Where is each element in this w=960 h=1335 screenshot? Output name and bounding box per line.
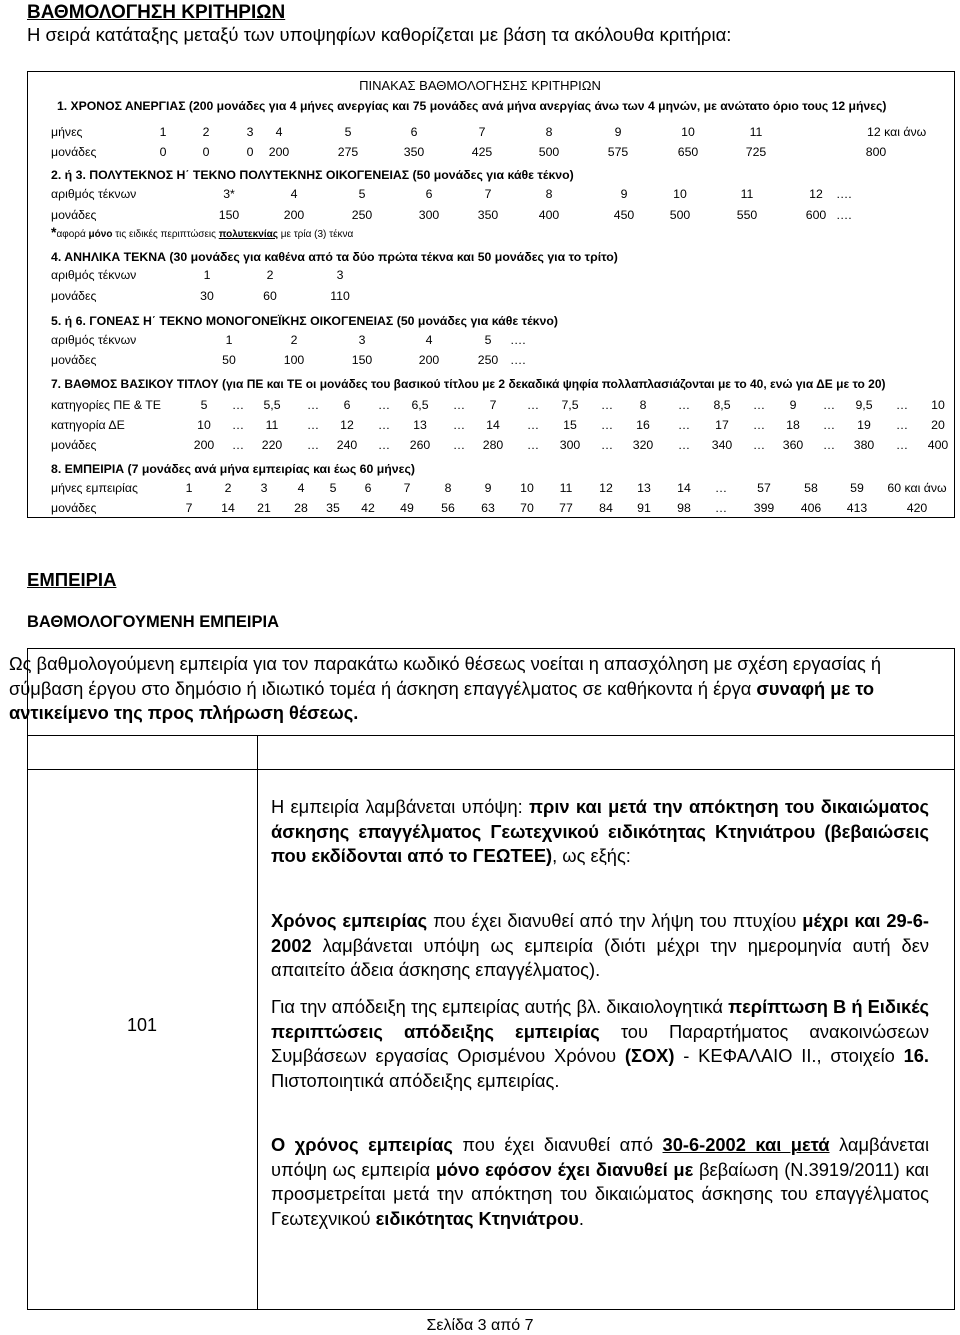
p2-emphasis: Χρόνος εμπειρίας [271,910,428,931]
s2-row2-label: μονάδες [51,208,97,222]
s5-children-5: …. [510,333,526,347]
s1-month-5: 6 [410,125,418,139]
s7-de-10: 15 [563,418,577,432]
s8-points-9: 70 [520,501,534,515]
s7-de-18: 19 [857,418,871,432]
s8-months-17: 59 [850,481,864,495]
s7-points-7: … [452,438,466,452]
s4-points-0: 30 [200,289,214,303]
p1-text-end: , ως εξής: [552,845,631,867]
s7-points-16: 360 [782,438,804,452]
s5-points-4: 250 [477,353,499,367]
s7-pe-te-13: … [677,398,691,412]
s8-months-7: 8 [444,481,452,495]
intro-text: Ως βαθμολογούμενη εμπειρία για τον παρακάτω κωδικό θέσεως νοείται η απασχόληση με σχέση εργασίας ή σύμβαση έργου στο δημόσιο ή ιδιωτικό τομέα ή άσκηση επαγγέλματος σε καθήκοντα ή έργα [9,653,882,699]
s8-months-15: 57 [757,481,771,495]
s4-title: 4. ΑΝΗΛΙΚΑ ΤΕΚΝΑ (30 μονάδες για καθένα από τα δύο πρώτα τέκνα και 50 μονάδες για το τρίτο) [51,250,618,264]
s1-month-2: 3 [246,125,254,139]
table-divider [27,735,955,736]
s7-points-0: 200 [193,438,215,452]
s2-children-0: 3* [223,187,235,201]
s2-title: 2. ή 3. ΠΟΛΥΤΕΚΝΟΣ Η΄ ΤΕΚΝΟ ΠΟΛΥΤΕΚΝΗΣ ΟΙΚΟΓΕΝΕΙΑΣ (50 μονάδες για κάθε τέκνο) [51,168,574,182]
s2-children-7: 10 [673,187,687,201]
s2-points-10: …. [836,208,852,222]
s7-points-8: 280 [482,438,504,452]
s5-children-2: 3 [358,333,366,347]
s2-points-2: 250 [351,208,373,222]
s2-points-8: 550 [736,208,758,222]
s8-points-1: 14 [221,501,235,515]
s7-points-19: … [895,438,909,452]
s7-pe-te-19: … [895,398,909,412]
s2-children-2: 5 [358,187,366,201]
s7-de-14: 17 [715,418,729,432]
p4-text: που έχει διανυθεί από [452,1134,663,1155]
s1-month-0: 1 [159,125,167,139]
s1-points-10: 725 [745,145,767,159]
s7-row3-label: μονάδες [51,438,97,452]
table-divider [27,769,955,770]
paragraph-4 [271,1133,929,1232]
s8-months-18: 60 και άνω [887,481,947,495]
s1-month-4: 5 [344,125,352,139]
s8-points-14: … [714,501,728,515]
s8-points-15: 399 [753,501,775,515]
s7-pe-te-0: 5 [200,398,208,412]
s8-points-7: 56 [441,501,455,515]
p1-text: Η εμπειρία λαμβάνεται υπόψη: [271,796,530,817]
p3-text-2: του Παραρτήματος ανακοινώσεων Συμβάσεων εργασίας Ορισμένου Χρόνου [271,1020,930,1067]
s7-pe-te-17: … [822,398,836,412]
s7-pe-te-10: 7,5 [561,398,579,412]
s7-points-1: … [231,438,245,452]
p3-emphasis: περίπτωση Β ή Ειδικές περιπτώσεις απόδειξης εμπειρίας [271,996,929,1042]
s2-points-1: 200 [283,208,305,222]
s7-title: 7. ΒΑΘΜΟΣ ΒΑΣΙΚΟΥ ΤΙΤΛΟΥ (για ΠΕ και ΤΕ οι μονάδες του βασικού τίτλου με 2 δεκαδικά ψηφία πολλαπλασιάζονται με το 40, ενώ για ΔΕ με το 20) [51,377,886,391]
s1-points-5: 350 [403,145,425,159]
p4-text-3: βεβαίωση (Ν.3919/2011) και προσμετρείται μετά την απόκτηση του δικαιώματος άσκησης του επαγγέλματος Γεωτεχνικού [271,1158,929,1230]
s5-children-1: 2 [290,333,298,347]
page-number: Σελίδα 3 από 7 [426,1317,534,1334]
s8-points-2: 21 [257,501,271,515]
s4-children-1: 2 [266,268,274,282]
s7-pe-te-2: 5,5 [263,398,281,412]
s8-months-4: 5 [329,481,337,495]
paragraph-1 [271,795,929,869]
s7-points-12: 320 [632,438,654,452]
s7-de-13: … [677,418,691,432]
s8-months-5: 6 [364,481,372,495]
s2-note-star: * [51,224,57,240]
s1-points-7: 500 [538,145,560,159]
s7-de-3: … [306,418,320,432]
s7-de-9: … [526,418,540,432]
s7-pe-te-4: 6 [343,398,351,412]
s7-pe-te-11: … [600,398,614,412]
s7-points-20: 400 [927,438,949,452]
s2-note-b: μόνο [88,229,113,240]
s5-points-1: 100 [283,353,305,367]
s8-points-0: 7 [185,501,193,515]
s1-month-6: 7 [478,125,486,139]
s2-children-5: 8 [545,187,553,201]
s7-points-17: … [822,438,836,452]
s7-de-12: 16 [636,418,650,432]
s7-points-11: … [600,438,614,452]
s2-note [51,224,353,240]
p4-emphasis: Ο χρόνος εμπειρίας [271,1134,453,1155]
s1-points-3: 200 [268,145,290,159]
s7-de-1: … [231,418,245,432]
p3-sox: (ΣΟΧ) [624,1045,675,1067]
s7-pe-te-20: 10 [931,398,945,412]
s1-points-6: 425 [471,145,493,159]
s8-months-10: 11 [559,481,573,495]
s7-pe-te-18: 9,5 [855,398,873,412]
s7-de-0: 10 [197,418,211,432]
p3-text-3: - ΚΕΦΑΛΑΙΟ ΙΙ., στοιχείο [674,1045,904,1067]
s2-children-4: 7 [484,187,492,201]
s5-title: 5. ή 6. ΓΟΝΕΑΣ Η΄ ΤΕΚΝΟ ΜΟΝΟΓΟΝΕΪΚΗΣ ΟΙΚΟΓΕΝΕΙΑΣ (50 μονάδες για κάθε τέκνο) [51,314,558,328]
s8-months-14: … [714,481,728,495]
s2-children-10: …. [836,187,852,201]
s7-de-19: … [895,418,909,432]
s8-points-13: 98 [677,501,691,515]
s8-points-12: 91 [637,501,651,515]
s7-points-3: … [306,438,320,452]
s8-months-3: 4 [297,481,305,495]
p1-emphasis: πριν και μετά την απόκτηση του δικαιώματος άσκησης επαγγέλματος Γεωτεχνικού ειδικότητας Κτηνιάτρου (βεβαιώσεις που εκδίδονται από το ΓΕΩΤΕΕ) [271,796,930,867]
s7-pe-te-6: 6,5 [411,398,429,412]
s7-points-14: 340 [711,438,733,452]
intro-emphasis: συναφή με το αντικείμενο της προς πλήρωση θέσεως. [9,677,875,723]
s7-de-15: … [752,418,766,432]
s8-points-5: 42 [361,501,375,515]
s7-points-9: … [526,438,540,452]
s1-points-2: 0 [246,145,254,159]
s8-months-11: 12 [599,481,613,495]
s7-points-6: 260 [409,438,431,452]
s7-points-4: 240 [336,438,358,452]
p4-text-2: λαμβάνεται υπόψη ως εμπειρία [271,1134,930,1180]
s4-children-0: 1 [203,268,211,282]
s7-pe-te-12: 8 [639,398,647,412]
s7-de-8: 14 [486,418,500,432]
s5-points-0: 50 [222,353,236,367]
experience-intro [9,652,944,726]
s2-points-6: 450 [613,208,635,222]
s7-points-13: … [677,438,691,452]
s2-points-3: 300 [418,208,440,222]
s2-children-6: 9 [620,187,628,201]
s5-row1-label: αριθμός τέκνων [51,333,137,347]
s8-months-6: 7 [403,481,411,495]
s1-row2-label: μονάδες [51,145,97,159]
s7-pe-te-8: 7 [489,398,497,412]
s8-row2-label: μονάδες [51,501,97,515]
s7-pe-te-7: … [452,398,466,412]
s7-de-17: … [822,418,836,432]
experience-subheading: ΒΑΘΜΟΛΟΓΟΥΜΕΝΗ ΕΜΠΕΙΡΙΑ [27,613,279,631]
s2-points-4: 350 [477,208,499,222]
s8-points-6: 49 [400,501,414,515]
s7-de-2: 11 [265,418,279,432]
s1-month-7: 8 [545,125,553,139]
s7-points-10: 300 [559,438,581,452]
s7-points-18: 380 [853,438,875,452]
s7-pe-te-15: … [752,398,766,412]
s1-title: 1. ΧΡΟΝΟΣ ΑΝΕΡΓΙΑΣ (200 μονάδες για 4 μήνες ανεργίας και 75 μονάδες ανά μήνα ανεργίας άνω των 4 μηνών, με ανώτατο όριο τους 12 μήνες) [57,99,887,113]
s2-note-d: πολυτεκνίας [218,229,278,240]
s7-pe-te-3: … [306,398,320,412]
s7-pe-te-1: … [231,398,245,412]
s8-months-13: 14 [677,481,691,495]
s7-de-6: 13 [413,418,427,432]
s2-note-e: με τρία (3) τέκνα [277,229,354,240]
page-heading: ΒΑΘΜΟΛΟΓΗΣΗ ΚΡΙΤΗΡΙΩΝ [27,2,286,23]
s7-pe-te-16: 9 [789,398,797,412]
p4-date: 30-6-2002 και μετά [662,1134,830,1155]
s8-points-11: 84 [599,501,613,515]
p3-item: 16. [903,1045,930,1067]
p2-text-end: λαμβάνεται υπόψη ως εμπειρία (διότι μέχρι την ημερομηνία αυτή δεν απαιτείτο άδεια άσκησης επαγγέλματος). [271,934,929,981]
s7-de-11: … [600,418,614,432]
s8-points-4: 35 [326,501,340,515]
s1-month-9: 10 [681,125,695,139]
criteria-table-title: ΠΙΝΑΚΑΣ ΒΑΘΜΟΛΟΓΗΣΗΣ ΚΡΙΤΗΡΙΩΝ [359,78,601,93]
p2-date: μέχρι και 29-6-2002 [271,910,929,956]
p2-text: που έχει διανυθεί από την λήψη του πτυχίου [427,910,803,931]
s8-months-1: 2 [224,481,232,495]
s5-row2-label: μονάδες [51,353,97,367]
s7-de-20: 20 [931,418,945,432]
s7-row2-label: κατηγορία ΔΕ [51,418,125,432]
s1-points-9: 650 [677,145,699,159]
s2-note-c: τις ειδικές περιπτώσεις [112,229,219,240]
s2-children-9: 12 [809,187,823,201]
s7-points-5: … [377,438,391,452]
s1-points-11: 800 [865,145,887,159]
s1-points-4: 275 [337,145,359,159]
s7-pe-te-5: … [377,398,391,412]
s8-points-18: 420 [906,501,928,515]
s5-children-3: 4 [425,333,433,347]
s8-months-0: 1 [185,481,193,495]
p4-specialty: ειδικότητας Κτηνιάτρου [375,1208,579,1230]
s7-pe-te-9: … [526,398,540,412]
table-divider [257,735,258,1310]
s2-children-8: 11 [740,187,754,201]
s4-row2-label: μονάδες [51,289,97,303]
s4-row1-label: αριθμός τέκνων [51,268,137,282]
s8-points-8: 63 [481,501,495,515]
s7-points-15: … [752,438,766,452]
s8-months-12: 13 [637,481,651,495]
s5-children-0: 1 [225,333,233,347]
s8-months-16: 58 [804,481,818,495]
s2-points-0: 150 [218,208,240,222]
s8-points-16: 406 [800,501,822,515]
s2-points-7: 500 [669,208,691,222]
page-subheading: Η σειρά κατάταξης μεταξύ των υποψηφίων καθορίζεται με βάση τα ακόλουθα κριτήρια: [27,24,732,45]
s1-points-0: 0 [159,145,167,159]
s5-points-2: 150 [351,353,373,367]
s2-children-1: 4 [290,187,298,201]
paragraph-2 [271,909,929,983]
s4-children-2: 3 [336,268,344,282]
s5-points-3: 200 [418,353,440,367]
s1-points-1: 0 [202,145,210,159]
s1-month-3: 4 [275,125,283,139]
s8-title: 8. ΕΜΠΕΙΡΙΑ (7 μονάδες ανά μήνα εμπειρίας και έως 60 μήνες) [51,462,415,476]
s8-points-10: 77 [559,501,573,515]
s1-month-11: 12 και άνω [867,125,927,139]
s8-months-2: 3 [260,481,268,495]
s1-month-8: 9 [614,125,622,139]
s8-points-3: 28 [294,501,308,515]
p3-text-end: Πιστοποιητικά απόδειξης εμπειρίας. [271,1070,560,1092]
s7-de-5: … [377,418,391,432]
s1-row1-label: μήνες [51,125,83,139]
experience-heading: ΕΜΠΕΙΡΙΑ [27,569,117,590]
s1-month-10: 11 [749,125,763,139]
s2-note-a: αφορά [56,229,89,240]
s1-points-8: 575 [607,145,629,159]
s7-de-16: 18 [786,418,800,432]
s7-row1-label: κατηγορίες ΠΕ & ΤΕ [51,398,161,412]
s2-points-9: 600 [805,208,827,222]
s1-month-1: 2 [202,125,210,139]
paragraph-3 [271,995,929,1094]
position-code: 101 [126,1015,158,1035]
p3-text: Για την απόδειξη της εμπειρίας αυτής βλ. δικαιολογητικά [271,996,729,1017]
s7-pe-te-14: 8,5 [713,398,731,412]
s8-months-9: 10 [520,481,534,495]
s7-de-7: … [452,418,466,432]
s8-months-8: 9 [484,481,492,495]
s8-points-17: 413 [846,501,868,515]
s4-points-1: 60 [263,289,277,303]
p4-end: . [578,1208,584,1230]
s7-de-4: 12 [340,418,354,432]
s4-points-2: 110 [330,289,350,303]
s2-points-5: 400 [538,208,560,222]
p4-emphasis-2: μόνο εφόσον έχει διανυθεί με [435,1158,694,1180]
s5-children-4: 5 [484,333,492,347]
s2-row1-label: αριθμός τέκνων [51,187,137,201]
s5-points-5: …. [510,353,526,367]
s8-row1-label: μήνες εμπειρίας [51,481,138,495]
s2-children-3: 6 [425,187,433,201]
s7-points-2: 220 [261,438,283,452]
